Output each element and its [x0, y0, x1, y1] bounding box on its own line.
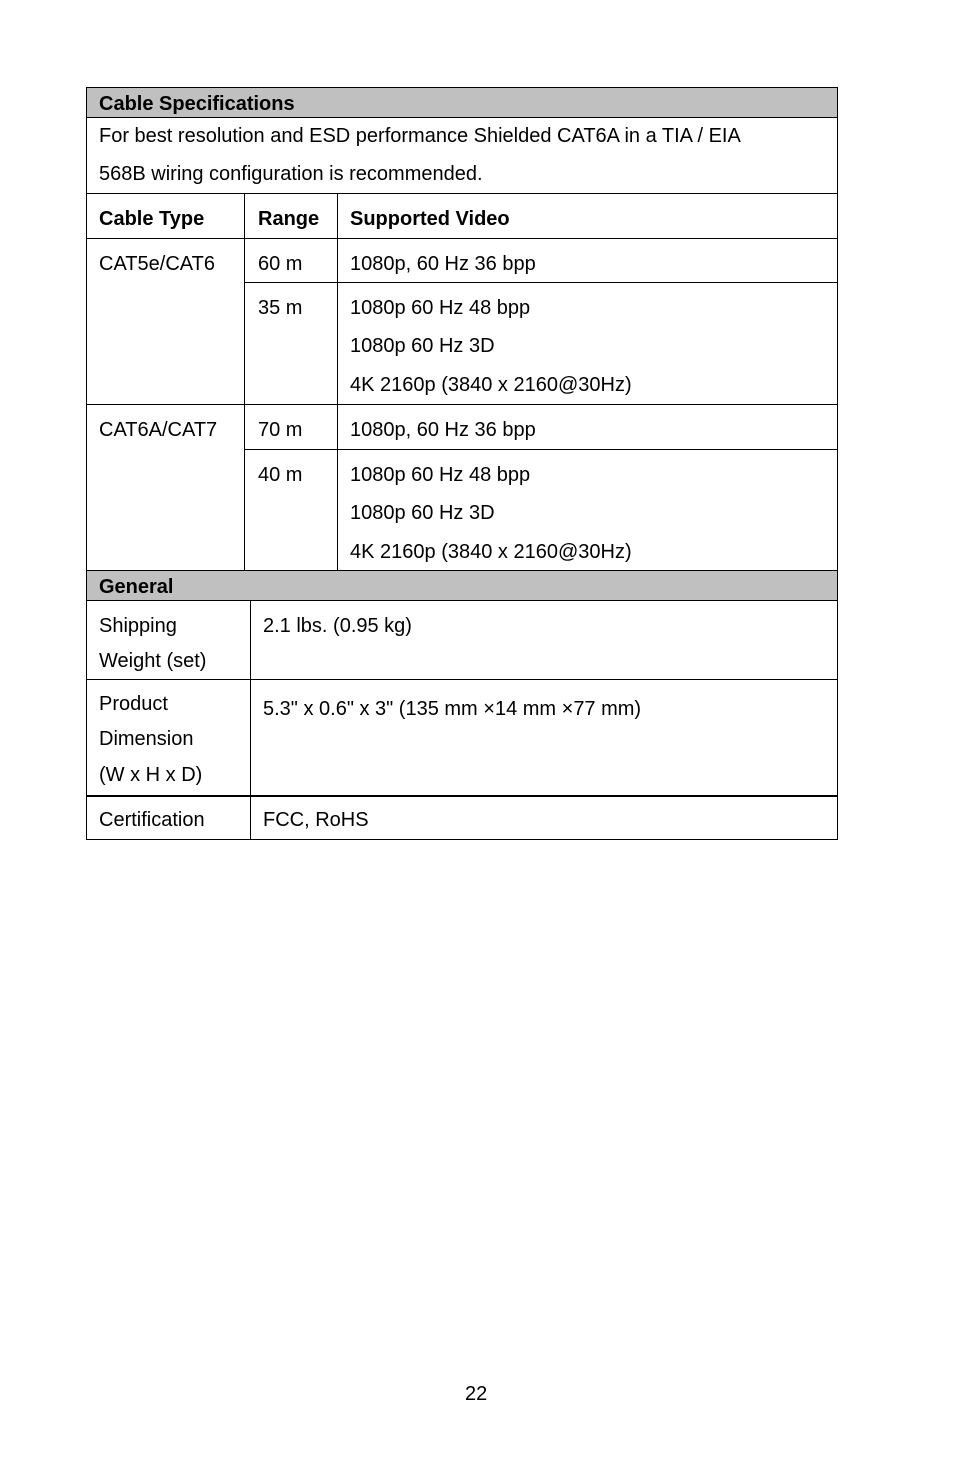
page-number: 22	[465, 1383, 488, 1405]
range-cell: 60 m	[258, 253, 303, 275]
general-label: Product	[99, 693, 168, 715]
general-title: General	[99, 576, 174, 598]
cable-spec-description-line2: 568B wiring configuration is recommended.	[99, 163, 483, 185]
general-label: Weight (set)	[99, 650, 207, 672]
general-label: Dimension	[99, 728, 194, 750]
video-cell: 1080p 60 Hz 3D	[350, 335, 495, 357]
cable-type-cell: CAT5e/CAT6	[99, 253, 215, 275]
header-supported-video: Supported Video	[350, 208, 510, 230]
video-cell: 1080p 60 Hz 48 bpp	[350, 464, 531, 486]
general-value: 2.1 lbs. (0.95 kg)	[263, 615, 412, 637]
header-range: Range	[258, 208, 320, 230]
cable-spec-title: Cable Specifications	[99, 93, 295, 115]
general-value: 5.3" x 0.6" x 3" (135 mm ×14 mm ×77 mm)	[263, 698, 642, 720]
general-value: FCC, RoHS	[263, 809, 369, 831]
general-label: Shipping	[99, 615, 177, 637]
range-cell: 35 m	[258, 297, 303, 319]
header-cable-type: Cable Type	[99, 208, 205, 230]
general-label: Certification	[99, 809, 205, 831]
general-label: (W x H x D)	[99, 764, 203, 786]
range-cell: 40 m	[258, 464, 303, 486]
video-cell: 1080p 60 Hz 48 bpp	[350, 297, 531, 319]
video-cell: 4K 2160p (3840 x 2160@30Hz)	[350, 374, 632, 396]
cable-type-cell: CAT6A/CAT7	[99, 419, 218, 441]
video-cell: 1080p 60 Hz 3D	[350, 502, 495, 524]
range-cell: 70 m	[258, 419, 303, 441]
video-cell: 4K 2160p (3840 x 2160@30Hz)	[350, 541, 632, 563]
video-cell: 1080p, 60 Hz 36 bpp	[350, 419, 536, 441]
video-cell: 1080p, 60 Hz 36 bpp	[350, 253, 536, 275]
cable-spec-description-line1: For best resolution and ESD performance Shielded CAT6A in a TIA / EIA	[99, 125, 741, 147]
